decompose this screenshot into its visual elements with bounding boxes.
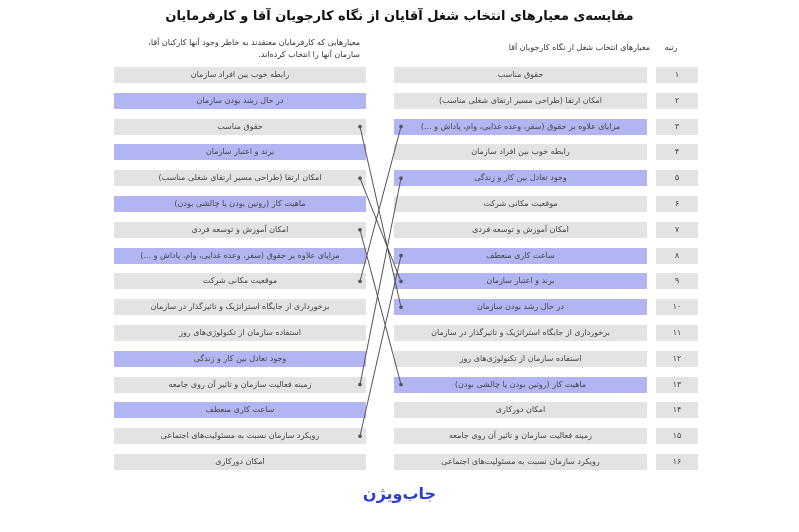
connector-endpoint-right [399, 125, 403, 129]
rank-cell: ۹ [656, 273, 698, 289]
connector-endpoint-left [358, 228, 362, 232]
connector-endpoint-left [358, 383, 362, 387]
rank-cell: ۱۱ [656, 325, 698, 341]
connector-endpoint-left [358, 434, 362, 438]
connector-line [360, 127, 401, 282]
rank-cell: ۸ [656, 248, 698, 264]
employers-header-line2: سازمان آنها را انتخاب کرده‌اند. [258, 50, 360, 59]
jobseeker-criterion: حقوق مناسب [394, 67, 647, 83]
employer-criterion: برخورداری از جایگاه استراتژیک و تاثیرگذار در سازمان [114, 299, 366, 315]
jobseeker-criterion: ماهیت کار (روتین بودن یا چالشی بودن) [394, 377, 647, 393]
jobseekers-header: معیارهای انتخاب شغل از نگاه کارجویان آقا [508, 43, 650, 52]
employer-criterion: امکان دورکاری [114, 454, 366, 470]
connector-endpoint-right [399, 254, 403, 258]
connector-line [360, 178, 401, 281]
connector-line [360, 230, 401, 385]
employer-criterion: رابطه خوب بین افراد سازمان [114, 67, 366, 83]
rank-cell: ۱۶ [656, 454, 698, 470]
rank-cell: ۵ [656, 170, 698, 186]
jobseeker-criterion: برخورداری از جایگاه استراتژیک و تاثیرگذار در سازمان [394, 325, 647, 341]
employers-header-line1: معیارهایی که کارفرمایان معتقدند به خاطر وجود آنها کارکنان آقا، [148, 38, 360, 47]
rank-cell: ۱ [656, 67, 698, 83]
jobseeker-criterion: برند و اعتبار سازمان [394, 273, 647, 289]
connector-endpoint-right [399, 305, 403, 309]
chart-title: مقایسه‌ی معیارهای انتخاب شغل آقایان از نگاه کارجویان آقا و کارفرمایان [165, 9, 634, 24]
employer-criterion: حقوق مناسب [114, 119, 366, 135]
jobseeker-criterion: رویکرد سازمان نسبت به مسئولیت‌های اجتماعی [394, 454, 647, 470]
rank-cell: ۱۴ [656, 402, 698, 418]
jobseeker-criterion: استفاده سازمان از تکنولوژی‌های روز [394, 351, 647, 367]
employer-criterion: امکان ارتقا (طراحی مسیر ارتقای شغلی مناسب) [114, 170, 366, 186]
employer-criterion: رویکرد سازمان نسبت به مسئولیت‌های اجتماعی [114, 428, 366, 444]
jobseeker-criterion: ساعت کاری منعطف [394, 248, 647, 264]
jobseeker-criterion: امکان ارتقا (طراحی مسیر ارتقای شغلی مناسب) [394, 93, 647, 109]
rank-cell: ۲ [656, 93, 698, 109]
employer-criterion: مزایای علاوه بر حقوق (سفر، وعده غذایی، وام، پاداش و ...) [114, 248, 366, 264]
connector-endpoint-right [399, 280, 403, 284]
rank-header: رتبه [664, 43, 678, 52]
employer-criterion: وجود تعادل بین کار و زندگی [114, 351, 366, 367]
jobseeker-criterion: امکان آموزش و توسعه فردی [394, 222, 647, 238]
connector-endpoint-left [358, 176, 362, 180]
jobseeker-criterion: امکان دورکاری [394, 402, 647, 418]
employer-criterion: زمینه فعالیت سازمان و تاثیر آن روی جامعه [114, 377, 366, 393]
jobseeker-criterion: موقعیت مکانی شرکت [394, 196, 647, 212]
employer-criterion: در حال رشد بودن سازمان [114, 93, 366, 109]
employer-criterion: ساعت کاری منعطف [114, 402, 366, 418]
employer-criterion: امکان آموزش و توسعه فردی [114, 222, 366, 238]
jobseeker-criterion: مزایای علاوه بر حقوق (سفر، وعده غذایی، وام، پاداش و ...) [394, 119, 647, 135]
jobseeker-criterion: رابطه خوب بین افراد سازمان [394, 144, 647, 160]
connector-endpoint-right [399, 176, 403, 180]
employer-criterion: استفاده سازمان از تکنولوژی‌های روز [114, 325, 366, 341]
connector-endpoint-left [358, 125, 362, 129]
employer-criterion: برند و اعتبار سازمان [114, 144, 366, 160]
jobvision-logo: جاب‌ویژن [362, 484, 437, 503]
rank-cell: ۴ [656, 144, 698, 160]
rank-cell: ۱۵ [656, 428, 698, 444]
rank-cell: ۳ [656, 119, 698, 135]
jobseeker-criterion: زمینه فعالیت سازمان و تاثیر آن روی جامعه [394, 428, 647, 444]
connector-endpoint-right [399, 383, 403, 387]
rank-cell: ۱۰ [656, 299, 698, 315]
connector-endpoint-left [358, 280, 362, 284]
rank-cell: ۶ [656, 196, 698, 212]
rank-cell: ۷ [656, 222, 698, 238]
rank-cell: ۱۳ [656, 377, 698, 393]
jobseeker-criterion: در حال رشد بودن سازمان [394, 299, 647, 315]
employer-criterion: موقعیت مکانی شرکت [114, 273, 366, 289]
jobseeker-criterion: وجود تعادل بین کار و زندگی [394, 170, 647, 186]
rank-cell: ۱۲ [656, 351, 698, 367]
employer-criterion: ماهیت کار (روتین بودن یا چالشی بودن) [114, 196, 366, 212]
